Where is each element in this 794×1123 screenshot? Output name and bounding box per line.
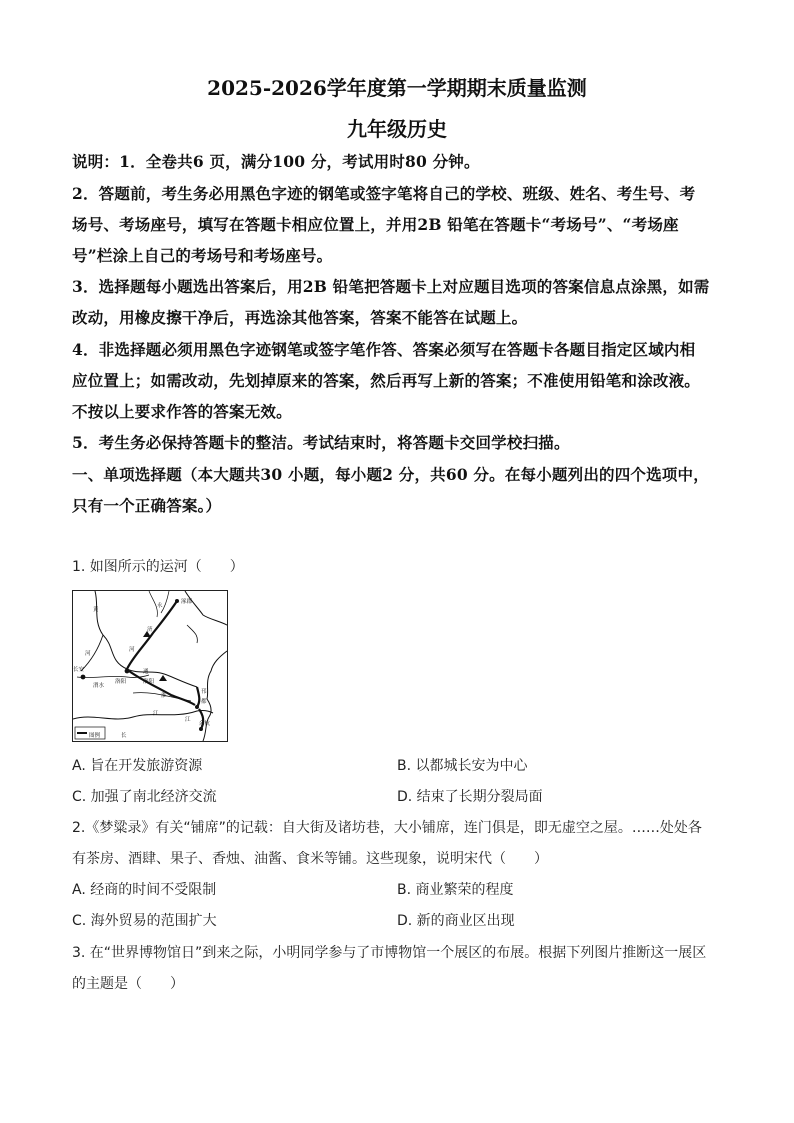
instruction-line: 场号、考场座号，填写在答题卡相应位置上，并用2B 铅笔在答题卡“考场号”、“考场座: [72, 215, 679, 234]
map-label: 永: [157, 603, 163, 609]
map-label: 通: [143, 669, 149, 675]
option-d: D. 新的商业区出现: [397, 913, 515, 929]
map-label: 洛阳: [115, 679, 127, 685]
question-stem: 3. 在“世界博物馆日”到来之际，小明同学参与了市博物馆一个展区的布展。根据下列图片推断这一展区: [72, 945, 707, 961]
instruction-line: 改动，用橡皮擦干净后，再选涂其他答案，答案不能答在试题上。: [72, 308, 528, 327]
exam-subtitle: 九年级历史: [347, 117, 447, 141]
question-stem: 1. 如图所示的运河（ ）: [72, 559, 244, 575]
map-label: 邗: [201, 689, 207, 695]
map-label: 河: [85, 651, 91, 657]
map-label: 都: [201, 699, 207, 705]
grand-canal-map: [72, 590, 228, 742]
map-label: 长: [121, 733, 127, 739]
question-stem: 的主题是（ ）: [72, 976, 184, 992]
option-d: D. 结束了长期分裂局面: [397, 789, 543, 805]
section-heading: 只有一个正确答案。）: [72, 496, 222, 515]
map-label: 涿郡: [181, 599, 193, 605]
option-b: B. 以都城长安为中心: [397, 758, 528, 774]
instruction-line: 4．非选择题必须用黑色字迹钢笔或签字笔作答、答案必须写在答题卡各题目指定区域内相: [72, 340, 696, 359]
map-label: 河: [129, 647, 135, 653]
option-a: A. 旨在开发旅游资源: [72, 758, 203, 774]
section-heading: 一、单项选择题（本大题共30 小题，每小题2 分，共60 分。在每小题列出的四个选项中，: [72, 465, 709, 484]
instruction-line: 3．选择题每小题选出答案后，用2B 铅笔把答题卡上对应题目选项的答案信息点涂黑，如需: [72, 277, 710, 296]
instruction-line: 2．答题前，考生务必用黑色字迹的钢笔或签字笔将自己的学校、班级、姓名、考生号、考: [72, 184, 696, 203]
question-stem: 2.《梦粱录》有关“铺席”的记载：自大街及诸坊巷，大小铺席，连门俱是，即无虚空之屋。……处处各: [72, 820, 702, 836]
canal-map-drawing: [73, 591, 227, 741]
option-b: B. 商业繁荣的程度: [397, 882, 514, 898]
map-label: 洛阳: [143, 679, 155, 685]
map-label: 余杭: [199, 721, 211, 727]
option-c: C. 海外贸易的范围扩大: [72, 913, 217, 929]
instruction-line: 5．考生务必保持答题卡的整洁。考试结束时，将答题卡交回学校扫描。: [72, 433, 570, 452]
exam-title: 2025-2026学年度第一学期期末质量监测: [207, 76, 587, 100]
map-label: 江: [153, 711, 159, 717]
map-label: 渭水: [93, 683, 105, 689]
map-label: 黄: [93, 607, 99, 613]
question-stem: 有茶房、酒肆、果子、香烛、油酱、食米等铺。这些现象，说明宋代（ ）: [72, 851, 548, 867]
option-a: A. 经商的时间不受限制: [72, 882, 217, 898]
instruction-line: 说明：1．全卷共6 页，满分100 分，考试用时80 分钟。: [72, 152, 480, 171]
map-legend-label: 图例: [89, 733, 101, 739]
map-label: 江: [185, 717, 191, 723]
instruction-line: 应位置上；如需改动，先划掉原来的答案，然后再写上新的答案；不准使用铅笔和涂改液。: [72, 371, 701, 390]
map-label: 淮: [161, 693, 167, 699]
map-label: 济: [147, 627, 153, 633]
instruction-line: 不按以上要求作答的答案无效。: [72, 402, 292, 421]
option-c: C. 加强了南北经济交流: [72, 789, 217, 805]
map-label: 长安: [73, 667, 85, 673]
instruction-line: 号”栏涂上自己的考场号和考场座号。: [72, 246, 333, 265]
